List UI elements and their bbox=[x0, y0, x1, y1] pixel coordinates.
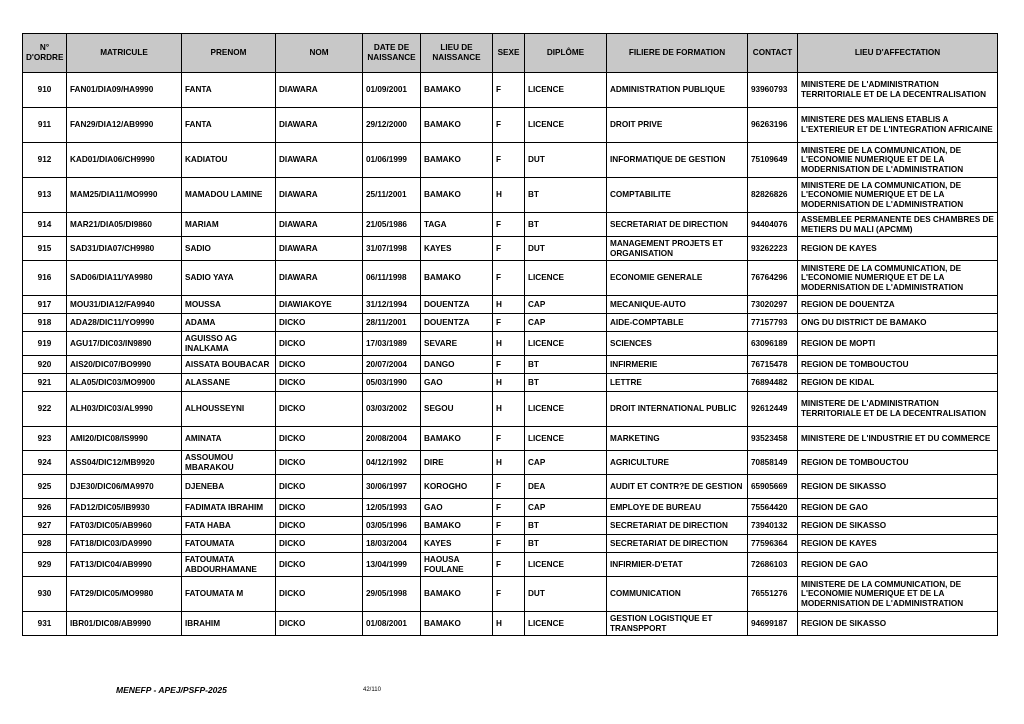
cell-affectation: REGION DE GAO bbox=[798, 553, 998, 577]
cell-date-naissance: 18/03/2004 bbox=[363, 535, 421, 553]
cell-matricule: FAT18/DIC03/DA9990 bbox=[67, 535, 182, 553]
cell-nom: DICKO bbox=[276, 314, 363, 332]
cell-filiere: MARKETING bbox=[607, 427, 748, 451]
cell-affectation: MINISTERE DE LA COMMUNICATION, DE L'ECONOMIE NUMERIQUE ET DE LA MODERNISATION DE L'ADMINISTRATION bbox=[798, 577, 998, 612]
cell-matricule: FAT13/DIC04/AB9990 bbox=[67, 553, 182, 577]
table-row bbox=[23, 577, 998, 612]
cell-matricule: MAM25/DIA11/MO9990 bbox=[67, 178, 182, 213]
cell-lieu-naissance: SEVARE bbox=[421, 332, 493, 356]
cell-matricule: ASS04/DIC12/MB9920 bbox=[67, 451, 182, 475]
cell-nom: DICKO bbox=[276, 356, 363, 374]
cell-sexe: F bbox=[493, 577, 525, 612]
cell-nom: DICKO bbox=[276, 553, 363, 577]
cell-filiere: ECONOMIE GENERALE bbox=[607, 261, 748, 296]
cell-matricule: ALA05/DIC03/MO9900 bbox=[67, 374, 182, 392]
cell-date-naissance: 01/06/1999 bbox=[363, 143, 421, 178]
cell-affectation: MINISTERE DE LA COMMUNICATION, DE L'ECONOMIE NUMERIQUE ET DE LA MODERNISATION DE L'ADMINISTRATION bbox=[798, 143, 998, 178]
cell-filiere: INFIRMERIE bbox=[607, 356, 748, 374]
cell-contact: 70858149 bbox=[748, 451, 798, 475]
cell-matricule: FAT29/DIC05/MO9980 bbox=[67, 577, 182, 612]
cell-ordre: 910 bbox=[23, 73, 67, 108]
cell-ordre: 916 bbox=[23, 261, 67, 296]
cell-diplome: BT bbox=[525, 374, 607, 392]
cell-date-naissance: 31/07/1998 bbox=[363, 237, 421, 261]
cell-sexe: F bbox=[493, 73, 525, 108]
cell-prenom: ALHOUSSEYNI bbox=[182, 392, 276, 427]
col-header-ordre: N° D'ORDRE bbox=[23, 34, 67, 73]
cell-nom: DIAWARA bbox=[276, 237, 363, 261]
col-header-sexe: SEXE bbox=[493, 34, 525, 73]
cell-lieu-naissance: KAYES bbox=[421, 535, 493, 553]
cell-nom: DICKO bbox=[276, 612, 363, 636]
cell-lieu-naissance: BAMAKO bbox=[421, 108, 493, 143]
cell-lieu-naissance: BAMAKO bbox=[421, 261, 493, 296]
table-row bbox=[23, 332, 998, 356]
table-row bbox=[23, 612, 998, 636]
cell-nom: DIAWARA bbox=[276, 73, 363, 108]
cell-matricule: FAN01/DIA09/HA9990 bbox=[67, 73, 182, 108]
cell-prenom: FATA HABA bbox=[182, 517, 276, 535]
cell-ordre: 919 bbox=[23, 332, 67, 356]
cell-affectation: MINISTERE DE LA COMMUNICATION, DE L'ECONOMIE NUMERIQUE ET DE LA MODERNISATION DE L'ADMINISTRATION bbox=[798, 178, 998, 213]
cell-contact: 75109649 bbox=[748, 143, 798, 178]
cell-diplome: LICENCE bbox=[525, 261, 607, 296]
table-row bbox=[23, 261, 998, 296]
cell-diplome: LICENCE bbox=[525, 392, 607, 427]
cell-nom: DICKO bbox=[276, 451, 363, 475]
cell-ordre: 925 bbox=[23, 475, 67, 499]
cell-affectation: MINISTERE DE LA COMMUNICATION, DE L'ECONOMIE NUMERIQUE ET DE LA MODERNISATION DE L'ADMINISTRATION bbox=[798, 261, 998, 296]
cell-affectation: REGION DE SIKASSO bbox=[798, 475, 998, 499]
cell-lieu-naissance: BAMAKO bbox=[421, 612, 493, 636]
cell-sexe: F bbox=[493, 261, 525, 296]
cell-diplome: DUT bbox=[525, 577, 607, 612]
cell-diplome: BT bbox=[525, 178, 607, 213]
cell-contact: 73020297 bbox=[748, 296, 798, 314]
cell-lieu-naissance: GAO bbox=[421, 499, 493, 517]
cell-filiere: AUDIT ET CONTR?E DE GESTION bbox=[607, 475, 748, 499]
cell-diplome: CAP bbox=[525, 451, 607, 475]
table-row bbox=[23, 108, 998, 143]
cell-ordre: 926 bbox=[23, 499, 67, 517]
cell-sexe: F bbox=[493, 475, 525, 499]
cell-filiere: MANAGEMENT PROJETS ET ORGANISATION bbox=[607, 237, 748, 261]
cell-affectation: REGION DE SIKASSO bbox=[798, 517, 998, 535]
cell-date-naissance: 20/07/2004 bbox=[363, 356, 421, 374]
cell-matricule: FAT03/DIC05/AB9960 bbox=[67, 517, 182, 535]
footer-source: MENEFP - APEJ/PSFP-2025 bbox=[116, 685, 227, 695]
cell-lieu-naissance: DOUENTZA bbox=[421, 314, 493, 332]
cell-filiere: GESTION LOGISTIQUE ET TRANSPPORT bbox=[607, 612, 748, 636]
cell-filiere: ADMINISTRATION PUBLIQUE bbox=[607, 73, 748, 108]
cell-filiere: DROIT PRIVE bbox=[607, 108, 748, 143]
cell-lieu-naissance: TAGA bbox=[421, 213, 493, 237]
cell-prenom: ALASSANE bbox=[182, 374, 276, 392]
cell-contact: 77596364 bbox=[748, 535, 798, 553]
cell-ordre: 924 bbox=[23, 451, 67, 475]
cell-filiere: SCIENCES bbox=[607, 332, 748, 356]
cell-lieu-naissance: BAMAKO bbox=[421, 178, 493, 213]
cell-contact: 65905669 bbox=[748, 475, 798, 499]
cell-diplome: BT bbox=[525, 356, 607, 374]
cell-sexe: F bbox=[493, 535, 525, 553]
cell-sexe: F bbox=[493, 314, 525, 332]
cell-matricule: IBR01/DIC08/AB9990 bbox=[67, 612, 182, 636]
cell-prenom: FADIMATA IBRAHIM bbox=[182, 499, 276, 517]
cell-sexe: H bbox=[493, 332, 525, 356]
cell-diplome: LICENCE bbox=[525, 73, 607, 108]
cell-affectation: ASSEMBLEE PERMANENTE DES CHAMBRES DE METIERS DU MALI (APCMM) bbox=[798, 213, 998, 237]
cell-sexe: H bbox=[493, 374, 525, 392]
cell-diplome: LICENCE bbox=[525, 553, 607, 577]
col-header-contact: CONTACT bbox=[748, 34, 798, 73]
table-row bbox=[23, 296, 998, 314]
cell-contact: 94404076 bbox=[748, 213, 798, 237]
cell-contact: 75564420 bbox=[748, 499, 798, 517]
cell-ordre: 921 bbox=[23, 374, 67, 392]
cell-affectation: REGION DE KAYES bbox=[798, 535, 998, 553]
cell-date-naissance: 28/11/2001 bbox=[363, 314, 421, 332]
table-row bbox=[23, 314, 998, 332]
cell-sexe: F bbox=[493, 517, 525, 535]
cell-ordre: 917 bbox=[23, 296, 67, 314]
cell-diplome: DUT bbox=[525, 143, 607, 178]
cell-prenom: ASSOUMOU MBARAKOU bbox=[182, 451, 276, 475]
cell-diplome: BT bbox=[525, 535, 607, 553]
table-row bbox=[23, 451, 998, 475]
cell-ordre: 927 bbox=[23, 517, 67, 535]
cell-prenom: SADIO YAYA bbox=[182, 261, 276, 296]
cell-prenom: DJENEBA bbox=[182, 475, 276, 499]
cell-date-naissance: 04/12/1992 bbox=[363, 451, 421, 475]
cell-ordre: 922 bbox=[23, 392, 67, 427]
cell-filiere: MECANIQUE-AUTO bbox=[607, 296, 748, 314]
cell-nom: DIAWARA bbox=[276, 178, 363, 213]
cell-affectation: MINISTERE DE L'INDUSTRIE ET DU COMMERCE bbox=[798, 427, 998, 451]
cell-ordre: 928 bbox=[23, 535, 67, 553]
cell-contact: 93960793 bbox=[748, 73, 798, 108]
cell-diplome: CAP bbox=[525, 499, 607, 517]
cell-diplome: DUT bbox=[525, 237, 607, 261]
cell-sexe: F bbox=[493, 356, 525, 374]
cell-affectation: REGION DE TOMBOUCTOU bbox=[798, 451, 998, 475]
table-row bbox=[23, 213, 998, 237]
cell-lieu-naissance: SEGOU bbox=[421, 392, 493, 427]
cell-sexe: F bbox=[493, 213, 525, 237]
cell-lieu-naissance: BAMAKO bbox=[421, 517, 493, 535]
cell-filiere: COMPTABILITE bbox=[607, 178, 748, 213]
cell-date-naissance: 21/05/1986 bbox=[363, 213, 421, 237]
cell-date-naissance: 03/05/1996 bbox=[363, 517, 421, 535]
cell-sexe: F bbox=[493, 553, 525, 577]
cell-matricule: SAD06/DIA11/YA9980 bbox=[67, 261, 182, 296]
cell-nom: DICKO bbox=[276, 332, 363, 356]
cell-prenom: KADIATOU bbox=[182, 143, 276, 178]
page-number: 42/110 bbox=[363, 687, 381, 693]
table-row bbox=[23, 392, 998, 427]
cell-diplome: LICENCE bbox=[525, 332, 607, 356]
cell-diplome: CAP bbox=[525, 296, 607, 314]
cell-ordre: 920 bbox=[23, 356, 67, 374]
cell-prenom: FANTA bbox=[182, 73, 276, 108]
cell-filiere: AGRICULTURE bbox=[607, 451, 748, 475]
table-row bbox=[23, 356, 998, 374]
cell-nom: DIAWIAKOYE bbox=[276, 296, 363, 314]
cell-date-naissance: 01/08/2001 bbox=[363, 612, 421, 636]
table-row bbox=[23, 517, 998, 535]
cell-sexe: F bbox=[493, 499, 525, 517]
cell-matricule: FAN29/DIA12/AB9990 bbox=[67, 108, 182, 143]
cell-filiere: SECRETARIAT DE DIRECTION bbox=[607, 517, 748, 535]
cell-nom: DICKO bbox=[276, 517, 363, 535]
cell-affectation: REGION DE KIDAL bbox=[798, 374, 998, 392]
cell-lieu-naissance: BAMAKO bbox=[421, 427, 493, 451]
cell-contact: 72686103 bbox=[748, 553, 798, 577]
cell-contact: 63096189 bbox=[748, 332, 798, 356]
table-row bbox=[23, 237, 998, 261]
cell-filiere: INFIRMIER-D'ETAT bbox=[607, 553, 748, 577]
cell-ordre: 914 bbox=[23, 213, 67, 237]
cell-prenom: FATOUMATA ABDOURHAMANE bbox=[182, 553, 276, 577]
cell-lieu-naissance: KOROGHO bbox=[421, 475, 493, 499]
cell-sexe: F bbox=[493, 427, 525, 451]
cell-date-naissance: 12/05/1993 bbox=[363, 499, 421, 517]
cell-contact: 77157793 bbox=[748, 314, 798, 332]
col-header-filiere: FILIERE DE FORMATION bbox=[607, 34, 748, 73]
cell-diplome: CAP bbox=[525, 314, 607, 332]
cell-matricule: ALH03/DIC03/AL9990 bbox=[67, 392, 182, 427]
cell-prenom: AGUISSO AG INALKAMA bbox=[182, 332, 276, 356]
cell-contact: 76551276 bbox=[748, 577, 798, 612]
cell-date-naissance: 31/12/1994 bbox=[363, 296, 421, 314]
cell-filiere: SECRETARIAT DE DIRECTION bbox=[607, 535, 748, 553]
cell-lieu-naissance: BAMAKO bbox=[421, 73, 493, 108]
cell-prenom: ADAMA bbox=[182, 314, 276, 332]
cell-nom: DICKO bbox=[276, 499, 363, 517]
cell-matricule: AGU17/DIC03/IN9890 bbox=[67, 332, 182, 356]
cell-filiere: SECRETARIAT DE DIRECTION bbox=[607, 213, 748, 237]
cell-prenom: MARIAM bbox=[182, 213, 276, 237]
cell-lieu-naissance: GAO bbox=[421, 374, 493, 392]
table-row bbox=[23, 427, 998, 451]
cell-lieu-naissance: KAYES bbox=[421, 237, 493, 261]
col-header-affectation: LIEU D'AFFECTATION bbox=[798, 34, 998, 73]
cell-filiere: DROIT INTERNATIONAL PUBLIC bbox=[607, 392, 748, 427]
cell-nom: DICKO bbox=[276, 374, 363, 392]
cell-sexe: F bbox=[493, 108, 525, 143]
cell-contact: 76894482 bbox=[748, 374, 798, 392]
cell-ordre: 915 bbox=[23, 237, 67, 261]
cell-date-naissance: 29/05/1998 bbox=[363, 577, 421, 612]
table-row bbox=[23, 73, 998, 108]
cell-diplome: BT bbox=[525, 213, 607, 237]
cell-filiere: AIDE-COMPTABLE bbox=[607, 314, 748, 332]
cell-affectation: ONG DU DISTRICT DE BAMAKO bbox=[798, 314, 998, 332]
cell-diplome: LICENCE bbox=[525, 108, 607, 143]
cell-matricule: DJE30/DIC06/MA9970 bbox=[67, 475, 182, 499]
cell-contact: 73940132 bbox=[748, 517, 798, 535]
cell-nom: DIAWARA bbox=[276, 108, 363, 143]
cell-affectation: REGION DE TOMBOUCTOU bbox=[798, 356, 998, 374]
cell-filiere: EMPLOYE DE BUREAU bbox=[607, 499, 748, 517]
cell-affectation: REGION DE DOUENTZA bbox=[798, 296, 998, 314]
cell-matricule: FAD12/DIC05/IB9930 bbox=[67, 499, 182, 517]
header-row bbox=[23, 34, 998, 73]
cell-nom: DIAWARA bbox=[276, 213, 363, 237]
col-header-matricule: MATRICULE bbox=[67, 34, 182, 73]
cell-contact: 76764296 bbox=[748, 261, 798, 296]
cell-ordre: 911 bbox=[23, 108, 67, 143]
cell-date-naissance: 01/09/2001 bbox=[363, 73, 421, 108]
cell-ordre: 930 bbox=[23, 577, 67, 612]
cell-filiere: COMMUNICATION bbox=[607, 577, 748, 612]
cell-nom: DICKO bbox=[276, 392, 363, 427]
cell-prenom: AMINATA bbox=[182, 427, 276, 451]
cell-matricule: AMI20/DIC08/IS9990 bbox=[67, 427, 182, 451]
cell-prenom: FATOUMATA M bbox=[182, 577, 276, 612]
cell-sexe: F bbox=[493, 237, 525, 261]
cell-ordre: 912 bbox=[23, 143, 67, 178]
cell-sexe: H bbox=[493, 296, 525, 314]
table-row bbox=[23, 374, 998, 392]
cell-date-naissance: 30/06/1997 bbox=[363, 475, 421, 499]
cell-contact: 82826826 bbox=[748, 178, 798, 213]
cell-matricule: SAD31/DIA07/CH9980 bbox=[67, 237, 182, 261]
cell-sexe: H bbox=[493, 392, 525, 427]
cell-date-naissance: 13/04/1999 bbox=[363, 553, 421, 577]
col-header-lieu-naissance: LIEU DE NAISSANCE bbox=[421, 34, 493, 73]
cell-prenom: MOUSSA bbox=[182, 296, 276, 314]
cell-ordre: 931 bbox=[23, 612, 67, 636]
cell-affectation: REGION DE SIKASSO bbox=[798, 612, 998, 636]
table-row bbox=[23, 178, 998, 213]
cell-date-naissance: 03/03/2002 bbox=[363, 392, 421, 427]
col-header-date-naissance: DATE DE NAISSANCE bbox=[363, 34, 421, 73]
cell-nom: DICKO bbox=[276, 427, 363, 451]
table-row bbox=[23, 535, 998, 553]
cell-filiere: LETTRE bbox=[607, 374, 748, 392]
cell-nom: DICKO bbox=[276, 475, 363, 499]
cell-matricule: KAD01/DIA06/CH9990 bbox=[67, 143, 182, 178]
cell-lieu-naissance: BAMAKO bbox=[421, 577, 493, 612]
cell-sexe: F bbox=[493, 143, 525, 178]
cell-diplome: DEA bbox=[525, 475, 607, 499]
cell-filiere: INFORMATIQUE DE GESTION bbox=[607, 143, 748, 178]
cell-matricule: AIS20/DIC07/BO9990 bbox=[67, 356, 182, 374]
cell-affectation: MINISTERE DE L'ADMINISTRATION TERRITORIALE ET DE LA DECENTRALISATION bbox=[798, 73, 998, 108]
cell-sexe: H bbox=[493, 612, 525, 636]
cell-affectation: MINISTERE DE L'ADMINISTRATION TERRITORIALE ET DE LA DECENTRALISATION bbox=[798, 392, 998, 427]
cell-nom: DICKO bbox=[276, 577, 363, 612]
cell-contact: 93523458 bbox=[748, 427, 798, 451]
table-row bbox=[23, 143, 998, 178]
cell-prenom: IBRAHIM bbox=[182, 612, 276, 636]
cell-diplome: BT bbox=[525, 517, 607, 535]
cell-contact: 93262223 bbox=[748, 237, 798, 261]
affectation-table bbox=[22, 33, 998, 636]
cell-affectation: REGION DE KAYES bbox=[798, 237, 998, 261]
cell-contact: 94699187 bbox=[748, 612, 798, 636]
cell-prenom: SADIO bbox=[182, 237, 276, 261]
cell-prenom: AISSATA BOUBACAR bbox=[182, 356, 276, 374]
cell-contact: 92612449 bbox=[748, 392, 798, 427]
cell-affectation: REGION DE MOPTI bbox=[798, 332, 998, 356]
cell-prenom: FANTA bbox=[182, 108, 276, 143]
cell-lieu-naissance: BAMAKO bbox=[421, 143, 493, 178]
table-row bbox=[23, 475, 998, 499]
cell-sexe: H bbox=[493, 178, 525, 213]
cell-lieu-naissance: DIRE bbox=[421, 451, 493, 475]
cell-date-naissance: 17/03/1989 bbox=[363, 332, 421, 356]
cell-date-naissance: 06/11/1998 bbox=[363, 261, 421, 296]
cell-date-naissance: 05/03/1990 bbox=[363, 374, 421, 392]
cell-nom: DICKO bbox=[276, 535, 363, 553]
cell-lieu-naissance: HAOUSA FOULANE bbox=[421, 553, 493, 577]
cell-ordre: 918 bbox=[23, 314, 67, 332]
cell-ordre: 913 bbox=[23, 178, 67, 213]
cell-sexe: H bbox=[493, 451, 525, 475]
col-header-diplome: DIPLÔME bbox=[525, 34, 607, 73]
col-header-prenom: PRENOM bbox=[182, 34, 276, 73]
cell-prenom: FATOUMATA bbox=[182, 535, 276, 553]
cell-affectation: MINISTERE DES MALIENS ETABLIS A L'EXTERIEUR ET DE L'INTEGRATION AFRICAINE bbox=[798, 108, 998, 143]
cell-ordre: 923 bbox=[23, 427, 67, 451]
cell-affectation: REGION DE GAO bbox=[798, 499, 998, 517]
cell-matricule: ADA28/DIC11/YO9990 bbox=[67, 314, 182, 332]
cell-lieu-naissance: DANGO bbox=[421, 356, 493, 374]
cell-matricule: MOU31/DIA12/FA9940 bbox=[67, 296, 182, 314]
cell-nom: DIAWARA bbox=[276, 143, 363, 178]
cell-ordre: 929 bbox=[23, 553, 67, 577]
cell-matricule: MAR21/DIA05/DI9860 bbox=[67, 213, 182, 237]
cell-contact: 76715478 bbox=[748, 356, 798, 374]
cell-diplome: LICENCE bbox=[525, 612, 607, 636]
cell-diplome: LICENCE bbox=[525, 427, 607, 451]
table-row bbox=[23, 499, 998, 517]
cell-date-naissance: 20/08/2004 bbox=[363, 427, 421, 451]
cell-prenom: MAMADOU LAMINE bbox=[182, 178, 276, 213]
table-row bbox=[23, 553, 998, 577]
cell-date-naissance: 25/11/2001 bbox=[363, 178, 421, 213]
cell-lieu-naissance: DOUENTZA bbox=[421, 296, 493, 314]
cell-nom: DIAWARA bbox=[276, 261, 363, 296]
cell-contact: 96263196 bbox=[748, 108, 798, 143]
cell-date-naissance: 29/12/2000 bbox=[363, 108, 421, 143]
col-header-nom: NOM bbox=[276, 34, 363, 73]
